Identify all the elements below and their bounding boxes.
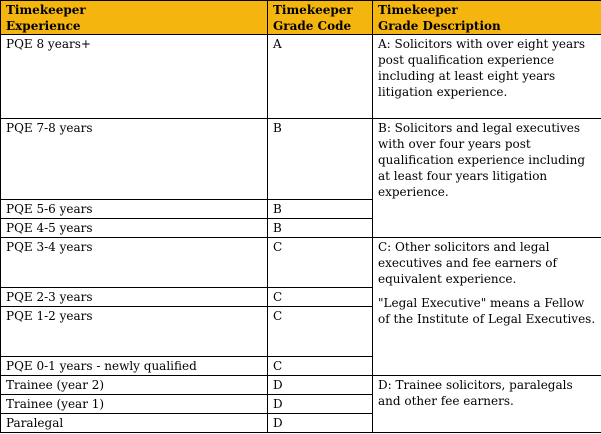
header-experience-line2: Experience xyxy=(6,19,81,33)
grade-code-cell: B xyxy=(268,219,373,238)
grade-code-cell: D xyxy=(268,395,373,414)
description-c-text: C: Other solicitors and legal executives and fee earners of equivalent experience. xyxy=(378,240,557,286)
experience-cell: PQE 2-3 years xyxy=(1,288,268,307)
experience-cell: PQE 0-1 years - newly qualified xyxy=(1,357,268,376)
grade-code-cell: D xyxy=(268,414,373,433)
header-code-line2: Grade Code xyxy=(273,19,352,33)
header-grade-code xyxy=(268,1,373,35)
experience-cell: Trainee (year 1) xyxy=(1,395,268,414)
grade-code-cell: C xyxy=(268,307,373,357)
experience-cell: PQE 3-4 years xyxy=(1,238,268,288)
description-c-note: "Legal Executive" means a Fellow of the Institute of Legal Executives. xyxy=(378,296,596,326)
table-row xyxy=(1,376,601,395)
grade-code-cell: C xyxy=(268,357,373,376)
description-a: A: Solicitors with over eight years post qualification experience including at least eight years litigation experience. xyxy=(373,35,601,119)
description-c xyxy=(373,238,601,376)
grade-code-cell: B xyxy=(268,200,373,219)
table-row xyxy=(1,119,601,200)
header-row xyxy=(1,1,601,35)
header-desc-line2: Grade Description xyxy=(378,19,501,33)
grade-code-cell: C xyxy=(268,238,373,288)
grade-code-cell: C xyxy=(268,288,373,307)
header-code-line1: Timekeeper xyxy=(273,3,353,17)
experience-cell: Trainee (year 2) xyxy=(1,376,268,395)
experience-cell: Paralegal xyxy=(1,414,268,433)
table-row xyxy=(1,35,601,119)
experience-cell: PQE 4-5 years xyxy=(1,219,268,238)
header-grade-description xyxy=(373,1,601,35)
description-b: B: Solicitors and legal executives with over four years post qualification experience including at least four years litigation experience. xyxy=(373,119,601,238)
experience-cell: PQE 5-6 years xyxy=(1,200,268,219)
description-d: D: Trainee solicitors, paralegals and other fee earners. xyxy=(373,376,601,433)
grade-code-cell: D xyxy=(268,376,373,395)
experience-cell: PQE 7-8 years xyxy=(1,119,268,200)
header-experience-line1: Timekeeper xyxy=(6,3,86,17)
experience-cell: PQE 1-2 years xyxy=(1,307,268,357)
grade-code-cell: B xyxy=(268,119,373,200)
header-experience xyxy=(1,1,268,35)
grade-code-cell: A xyxy=(268,35,373,119)
experience-cell: PQE 8 years+ xyxy=(1,35,268,119)
header-desc-line1: Timekeeper xyxy=(378,3,458,17)
table-row xyxy=(1,238,601,288)
